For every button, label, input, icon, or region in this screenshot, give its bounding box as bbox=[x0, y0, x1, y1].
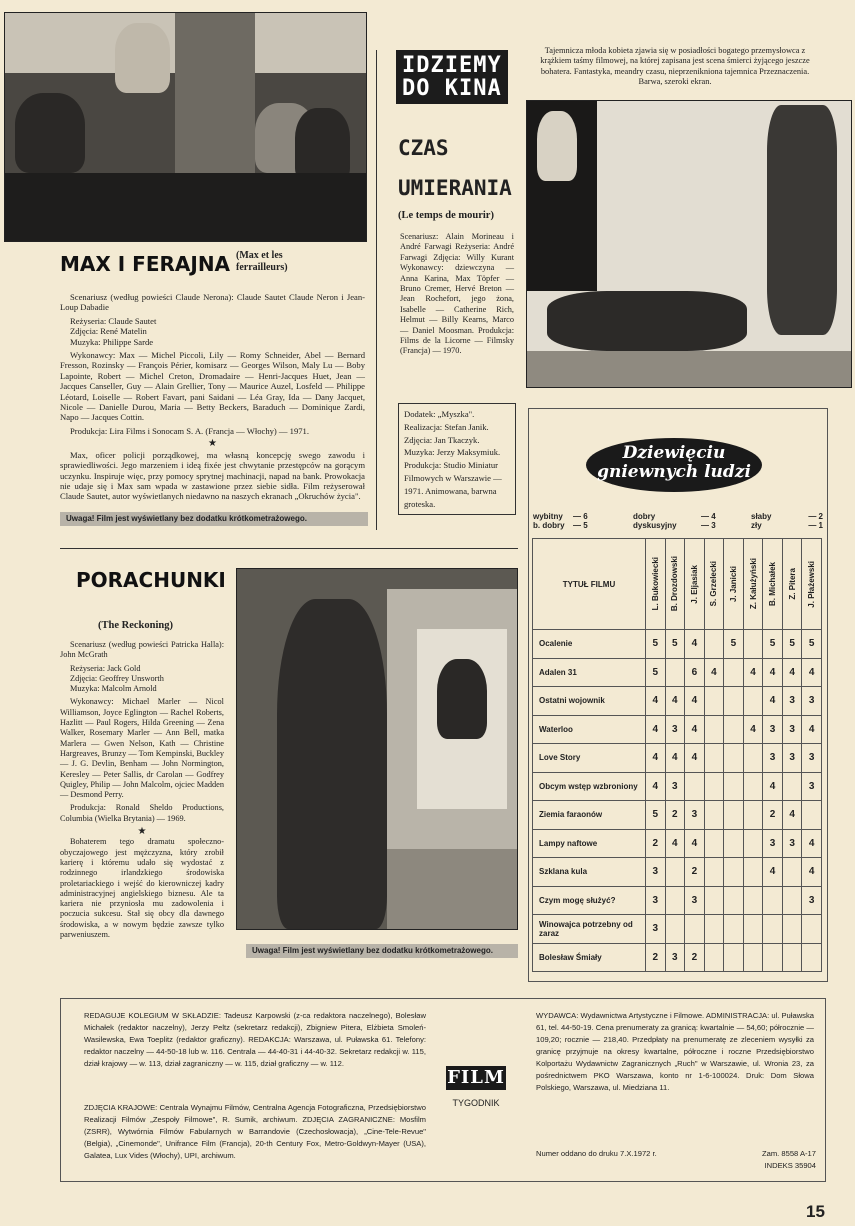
score-cell: 4 bbox=[704, 658, 724, 687]
score-cell: 4 bbox=[763, 687, 783, 716]
critic-name: B. Michałek bbox=[768, 561, 778, 606]
score-cell bbox=[704, 858, 724, 887]
score-cell: 4 bbox=[685, 687, 705, 716]
score-cell: 3 bbox=[763, 715, 783, 744]
max-orig-title: (Max et les ferrailleurs) bbox=[236, 250, 288, 273]
score-cell bbox=[743, 772, 763, 801]
porachunki-note: Uwaga! Film jest wyświetlany bez dodatku krótkometrażowego. bbox=[246, 944, 518, 958]
ratings-table bbox=[532, 538, 822, 972]
score-cell: 3 bbox=[665, 943, 685, 972]
max-description: Max, oficer policji porządkowej, ma własną koncepcję swego zawodu i sprawiedliwości. Jego marzeniem i ideą fixée jest chwytanie przestępców na gorącym uczynku. Inspiruje więc, przy pomocy sprytnej machinacji, napad na bank. Prowokacja nie udaje się i Max sam wpada w zastawione przez siebie sidła. Film reżyserował Claude Sautet, autor wyświetlanych niedawno na naszych ekranach „Okruchów życia". bbox=[60, 449, 365, 502]
score-cell: 3 bbox=[802, 744, 822, 773]
score-cell bbox=[724, 858, 744, 887]
ratings-heading bbox=[586, 438, 762, 492]
score-cell bbox=[665, 886, 685, 915]
film-title-cell: Lampy naftowe bbox=[533, 829, 646, 858]
score-cell: 5 bbox=[802, 630, 822, 659]
score-cell: 5 bbox=[646, 658, 666, 687]
film-title-cell: Ziemia faraonów bbox=[533, 801, 646, 830]
film-title-cell: Ocalenie bbox=[533, 630, 646, 659]
score-cell bbox=[704, 630, 724, 659]
score-cell bbox=[782, 943, 802, 972]
score-cell: 2 bbox=[665, 801, 685, 830]
score-cell: 4 bbox=[665, 829, 685, 858]
horizontal-divider bbox=[60, 548, 518, 549]
critic-name: J. Płażewski bbox=[807, 560, 817, 608]
critic-header bbox=[763, 539, 783, 630]
score-cell: 2 bbox=[685, 858, 705, 887]
score-cell bbox=[743, 858, 763, 887]
dodatek-box: Dodatek: „Myszka". Realizacja: Stefan Janik. Zdjęcia: Jan Tkaczyk. Muzyka: Jerzy Maksymiuk. Produkcja: Studio Miniatur Filmowych w Warszawie — 1971. Animowana, barwna groteska. bbox=[398, 403, 516, 515]
score-cell: 3 bbox=[802, 886, 822, 915]
max-credit-line: Scenariusz (według powieści Claude Nerona): Claude Sautet Claude Neron i Jean-Loup Dabadie bbox=[60, 292, 365, 313]
table-row bbox=[533, 630, 822, 659]
banner-line: DO KINA bbox=[402, 76, 502, 101]
critic-header bbox=[724, 539, 744, 630]
legend-value: — 5 bbox=[573, 521, 588, 530]
score-cell: 2 bbox=[763, 801, 783, 830]
porachunki-credit-line: Scenariusz (według powieści Patricka Halla): John McGrath bbox=[60, 640, 224, 660]
critic-header bbox=[802, 539, 822, 630]
score-cell: 3 bbox=[782, 715, 802, 744]
score-cell: 4 bbox=[802, 658, 822, 687]
film-title-cell: Waterloo bbox=[533, 715, 646, 744]
score-cell bbox=[724, 915, 744, 944]
banner-line: IDZIEMY bbox=[402, 53, 502, 78]
score-cell bbox=[782, 858, 802, 887]
porachunki-credit-line: Wykonawcy: Michael Marler — Nicol Williamson, Joyce Eglington — Rachel Roberts, Hazlitt — Paul Rogers, Hilda Greening — Zena Walker, Rosemary Marler — Ann Bell, matka Marlera — Gwen Nelson, Kath — Christine Hargreaves, Brunzy — Tom Kempinski, Buckley — J. G. Devlin, Benham — John Normington, Keresley — Peter Sallis, dr Carolan — Godfrey Quigley, Philip — John Malcolm, ojciec Madden — Desmond Perry. bbox=[60, 697, 224, 800]
score-cell bbox=[704, 886, 724, 915]
critic-name: J. Eljasiak bbox=[689, 564, 699, 604]
score-cell: 3 bbox=[665, 715, 685, 744]
critic-name: J. Janicki bbox=[728, 565, 738, 603]
score-cell bbox=[743, 943, 763, 972]
critic-header bbox=[646, 539, 666, 630]
czas-umierania-title bbox=[398, 128, 512, 208]
score-cell: 2 bbox=[646, 829, 666, 858]
film-title-cell: Adalen 31 bbox=[533, 658, 646, 687]
porachunki-orig-title: (The Reckoning) bbox=[98, 620, 173, 631]
score-cell: 5 bbox=[646, 630, 666, 659]
title-line: UMIERANIA bbox=[398, 176, 512, 200]
table-row bbox=[533, 658, 822, 687]
score-cell: 3 bbox=[782, 829, 802, 858]
critic-header bbox=[704, 539, 724, 630]
star-separator: ★ bbox=[137, 826, 147, 838]
score-cell: 3 bbox=[763, 744, 783, 773]
ratings-legend bbox=[533, 512, 823, 530]
score-cell bbox=[704, 829, 724, 858]
score-cell: 4 bbox=[782, 658, 802, 687]
porachunki-credit-line: Muzyka: Malcolm Arnold bbox=[70, 684, 157, 694]
max-credit-line: Zdjęcia: René Matelin bbox=[70, 326, 147, 337]
column-divider bbox=[376, 50, 377, 530]
score-cell bbox=[743, 886, 763, 915]
max-credit-line: Wykonawcy: Max — Michel Piccoli, Lily — Romy Schneider, Abel — Bernard Fresson, Rozinsky — François Périer, komisarz — Georges Wilson, Maly Lu — Boby Lapointe, Robert — Michel Creton, Dromadaire — Henri-Jacques Huet, Jean — Jacques Canseller, Guy — Alain Grellier, Tony — Maurice Auzel, Losfeld — Philippe Léotard, Loiselle — Robert Favart, pani Saidani — Léa Gray, Ida — Dany Jacquet, Nicole — Danielle Durou, Maria — Betty Beckers, Baraduch — Dominique Zardi, Napo — Jacques Cottin. bbox=[60, 350, 365, 423]
score-cell bbox=[743, 744, 763, 773]
score-cell bbox=[665, 858, 685, 887]
max-credit-line: Reżyseria: Claude Sautet bbox=[70, 315, 157, 326]
score-cell bbox=[782, 886, 802, 915]
score-cell bbox=[743, 915, 763, 944]
max-photo bbox=[4, 12, 367, 242]
score-cell: 4 bbox=[763, 858, 783, 887]
star-separator: ★ bbox=[208, 438, 217, 450]
footer-index: INDEKS 35904 bbox=[764, 1161, 816, 1170]
score-cell: 4 bbox=[802, 715, 822, 744]
legend-label: słaby bbox=[751, 512, 772, 521]
score-cell: 4 bbox=[763, 658, 783, 687]
score-cell bbox=[724, 829, 744, 858]
score-cell: 4 bbox=[685, 715, 705, 744]
score-cell: 5 bbox=[782, 630, 802, 659]
critic-name: Z. Kałużyński bbox=[748, 558, 758, 610]
score-cell bbox=[743, 829, 763, 858]
critic-header bbox=[665, 539, 685, 630]
score-cell bbox=[724, 687, 744, 716]
legend-value: — 2 bbox=[808, 512, 823, 521]
score-cell bbox=[763, 915, 783, 944]
table-row bbox=[533, 801, 822, 830]
film-logo-mark: FILM bbox=[447, 1067, 505, 1088]
legend-value: — 1 bbox=[808, 521, 823, 530]
table-row bbox=[533, 858, 822, 887]
score-cell: 4 bbox=[685, 829, 705, 858]
score-cell bbox=[802, 915, 822, 944]
score-cell bbox=[724, 658, 744, 687]
heading-line: Dziewięciu bbox=[622, 443, 726, 463]
legend-label: b. dobry bbox=[533, 521, 565, 530]
score-cell bbox=[763, 886, 783, 915]
score-cell bbox=[704, 943, 724, 972]
legend-label: zły bbox=[751, 521, 762, 530]
score-cell bbox=[685, 915, 705, 944]
table-row bbox=[533, 744, 822, 773]
film-title-cell: Czym mogę służyć? bbox=[533, 886, 646, 915]
footer-print-date: Numer oddano do druku 7.X.1972 r. bbox=[536, 1149, 657, 1158]
table-row bbox=[533, 772, 822, 801]
film-title-cell: Love Story bbox=[533, 744, 646, 773]
film-title-cell: Bolesław Śmiały bbox=[533, 943, 646, 972]
critic-name: S. Grzelecki bbox=[709, 561, 719, 607]
critic-header bbox=[782, 539, 802, 630]
idziemy-do-kina-banner bbox=[396, 50, 508, 104]
max-credit-line: Produkcja: Lira Films i Sonocam S. A. (Francja — Włochy) — 1971. bbox=[70, 425, 310, 436]
score-cell bbox=[724, 715, 744, 744]
footer-editorial: REDAGUJE KOLEGIUM W SKŁADZIE: Tadeusz Karpowski (z-ca redaktora naczelnego), Bolesław Michałek (redaktor naczelny), Jerzy Peltz (sekretarz redakcji), Zbigniew Pitera, Elżbieta Smoleń-Wasilewska, Ewa Toeplitz (redaktor graficzny). REDAKCJA: Warszawa, ul. Puławska 61. Telefony: redaktor naczelny — 44-50-18 lub w. 116. Centrala — 44-40-31 i 44-40-32. Sekretarz redakcji w. 115, dział krajowy — w. 113, dział zagraniczny — w. 115, dział graficzny — w. 112. bbox=[84, 1011, 426, 1068]
score-cell: 5 bbox=[763, 630, 783, 659]
table-row bbox=[533, 915, 822, 944]
porachunki-credit-line: Zdjęcia: Geoffrey Unsworth bbox=[70, 673, 164, 683]
score-cell bbox=[763, 943, 783, 972]
czas-orig-title: (Le temps de mourir) bbox=[398, 210, 494, 221]
score-cell: 4 bbox=[743, 658, 763, 687]
score-cell: 4 bbox=[685, 744, 705, 773]
score-cell bbox=[782, 915, 802, 944]
score-cell bbox=[704, 715, 724, 744]
score-cell: 3 bbox=[782, 744, 802, 773]
score-cell: 4 bbox=[782, 801, 802, 830]
score-cell: 5 bbox=[646, 801, 666, 830]
score-cell: 4 bbox=[646, 744, 666, 773]
porachunki-credit-line: Reżyseria: Jack Gold bbox=[70, 663, 141, 673]
heading-line: gniewnych ludzi bbox=[597, 462, 751, 482]
score-cell: 3 bbox=[646, 915, 666, 944]
film-logo-sub: TYGODNIK bbox=[452, 1098, 500, 1108]
score-cell: 3 bbox=[763, 829, 783, 858]
score-cell bbox=[724, 801, 744, 830]
score-cell: 3 bbox=[665, 772, 685, 801]
score-cell bbox=[802, 801, 822, 830]
czas-credits: Scenariusz: Alain Morineau i André Farwagi Reżyseria: André Farwagi Zdjęcia: Willy Kurant Wykonawcy: dziewczyna — Anna Karina, Max Töpfer — Bruno Cremer, Hervé Breton — Jean Rochefort, jego żona, Isabelle — Catherine Rich, Helmut — Billy Kearns, Marco — Daniel Moosman. Produkcja: Films de la Licorne — Filmsky (Francja) — 1970. bbox=[400, 232, 514, 356]
score-cell: 3 bbox=[782, 687, 802, 716]
score-cell: 4 bbox=[802, 858, 822, 887]
score-cell bbox=[665, 658, 685, 687]
table-row bbox=[533, 886, 822, 915]
score-cell: 4 bbox=[646, 772, 666, 801]
czas-description: Tajemnicza młoda kobieta zjawia się w posiadłości bogatego przemysłowca z krążkiem taśmy filmowej, na której zapisana jest scena śmierci żyjącego jeszcze bohatera. Fantastyka, meandry czasu, nieprzenikniona tajemnica Przeznaczenia. Barwa, szeroki ekran. bbox=[540, 46, 810, 87]
porachunki-credits bbox=[60, 640, 224, 943]
table-row bbox=[533, 829, 822, 858]
score-cell bbox=[685, 772, 705, 801]
score-cell bbox=[704, 744, 724, 773]
table-row bbox=[533, 943, 822, 972]
critic-name: B. Drozdowski bbox=[670, 556, 680, 612]
score-cell: 4 bbox=[743, 715, 763, 744]
table-row bbox=[533, 687, 822, 716]
score-cell: 4 bbox=[763, 772, 783, 801]
score-cell: 4 bbox=[646, 715, 666, 744]
score-cell bbox=[802, 943, 822, 972]
score-cell bbox=[704, 915, 724, 944]
critic-header bbox=[743, 539, 763, 630]
score-cell bbox=[704, 772, 724, 801]
score-cell: 6 bbox=[685, 658, 705, 687]
film-column-header: TYTUŁ FILMU bbox=[533, 539, 646, 630]
legend-label: dyskusyjny bbox=[633, 521, 677, 530]
porachunki-photo bbox=[236, 568, 518, 930]
legend-value: — 6 bbox=[573, 512, 588, 521]
score-cell: 3 bbox=[646, 886, 666, 915]
score-cell bbox=[724, 772, 744, 801]
max-note: Uwaga! Film jest wyświetlany bez dodatku krótkometrażowego. bbox=[60, 512, 368, 526]
score-cell bbox=[704, 801, 724, 830]
czas-photo bbox=[526, 100, 852, 388]
score-cell: 3 bbox=[685, 886, 705, 915]
legend-value: — 4 bbox=[701, 512, 716, 521]
score-cell: 5 bbox=[724, 630, 744, 659]
legend-label: wybitny bbox=[533, 512, 563, 521]
score-cell bbox=[724, 943, 744, 972]
film-title-cell: Ostatni wojownik bbox=[533, 687, 646, 716]
footer-publisher: WYDAWCA: Wydawnictwa Artystyczne i Filmowe. ADMINISTRACJA: ul. Puławska 61, tel. 44-50-19. Cena prenumeraty za granicą: kwartalnie — 54,60; półrocznie — 109,20; rocznie — 218,40. Przedpłaty na prenumeratę ze zleceniem wysyłki za granicę przyjmuje na okresy kwartalne, półroczne i roczne Przedsiębiorstwo Kolportażu Wydawnictw Zagranicznych „Ruch" w Warszawie, ul. Wronia 23, za pośrednictwem PKO Warszawa, konto nr 1-6-100024. Druk: Dom Słowa Polskiego, Warszawa, ul. Miedziana 11. bbox=[536, 1011, 814, 1092]
score-cell: 3 bbox=[685, 801, 705, 830]
max-credit-line: Muzyka: Philippe Sarde bbox=[70, 336, 154, 347]
score-cell bbox=[743, 687, 763, 716]
film-title-cell: Obcym wstęp wzbroniony bbox=[533, 772, 646, 801]
max-credits bbox=[60, 292, 365, 505]
legend-label: dobry bbox=[633, 512, 656, 521]
film-logo bbox=[446, 1066, 506, 1108]
porachunki-title: PORACHUNKI bbox=[76, 568, 226, 592]
score-cell: 5 bbox=[665, 630, 685, 659]
footer-order: Zam. 8558 A-17 bbox=[761, 1149, 816, 1158]
score-cell: 3 bbox=[646, 858, 666, 887]
porachunki-description: Bohaterem tego dramatu społeczno-obyczajowego jest mężczyzna, który zrobił karierę i któremu udało się wydostać z rodzinnego irlandzkiego środowiska proletariackiego i wejść do kierowniczej kadry administracyjnej angielskiego biznesu. Ale ta kariera nie przyniosła mu zadowolenia i poczucia sukcesu. Stał się obcy dla dawnego środowiska, a w nowym będzie zawsze tylko parweniuszem. bbox=[60, 837, 224, 940]
score-cell bbox=[724, 886, 744, 915]
score-cell: 2 bbox=[646, 943, 666, 972]
score-cell: 4 bbox=[665, 687, 685, 716]
film-title-cell: Winowajca potrzebny od zaraz bbox=[533, 915, 646, 944]
score-cell bbox=[665, 915, 685, 944]
page-number: 15 bbox=[806, 1202, 825, 1221]
score-cell: 3 bbox=[802, 772, 822, 801]
critic-header bbox=[685, 539, 705, 630]
score-cell bbox=[704, 687, 724, 716]
score-cell bbox=[782, 772, 802, 801]
table-row bbox=[533, 715, 822, 744]
score-cell bbox=[743, 801, 763, 830]
score-cell: 4 bbox=[685, 630, 705, 659]
score-cell: 4 bbox=[802, 829, 822, 858]
score-cell: 2 bbox=[685, 943, 705, 972]
score-cell bbox=[743, 630, 763, 659]
film-title-cell: Szklana kula bbox=[533, 858, 646, 887]
max-title: MAX I FERAJNA bbox=[60, 252, 231, 276]
score-cell bbox=[724, 744, 744, 773]
porachunki-credit-line: Produkcja: Ronald Sheldo Productions, Columbia (Wielka Brytania) — 1969. bbox=[60, 803, 224, 823]
critic-name: Z. Pitera bbox=[787, 568, 797, 600]
footer-photos: ZDJĘCIA KRAJOWE: Centrala Wynajmu Filmów, Centralna Agencja Fotograficzna, Przedsiębiorstwo Realizacji Filmów „Zespoły Filmowe", R. Sumik, archiwum. ZDJĘCIA ZAGRANICZNE: Mosfilm (ZSRR), Wytwórnia Filmów Fabularnych w Barrandovie (Czechosłowacja), „Cine-Tele-Revue" (Belgia), „Cinemonde", Unifrance Film (Francja), 20-th Century Fox, Metro-Goldwyn-Mayer (USA), Galatea, Lux Vides (Włochy), UPI, archiwum. bbox=[84, 1103, 426, 1160]
critic-name: L. Bukowiecki bbox=[650, 557, 660, 611]
score-cell: 4 bbox=[646, 687, 666, 716]
title-line: CZAS bbox=[398, 136, 449, 160]
legend-value: — 3 bbox=[701, 521, 716, 530]
score-cell: 4 bbox=[665, 744, 685, 773]
score-cell: 3 bbox=[802, 687, 822, 716]
